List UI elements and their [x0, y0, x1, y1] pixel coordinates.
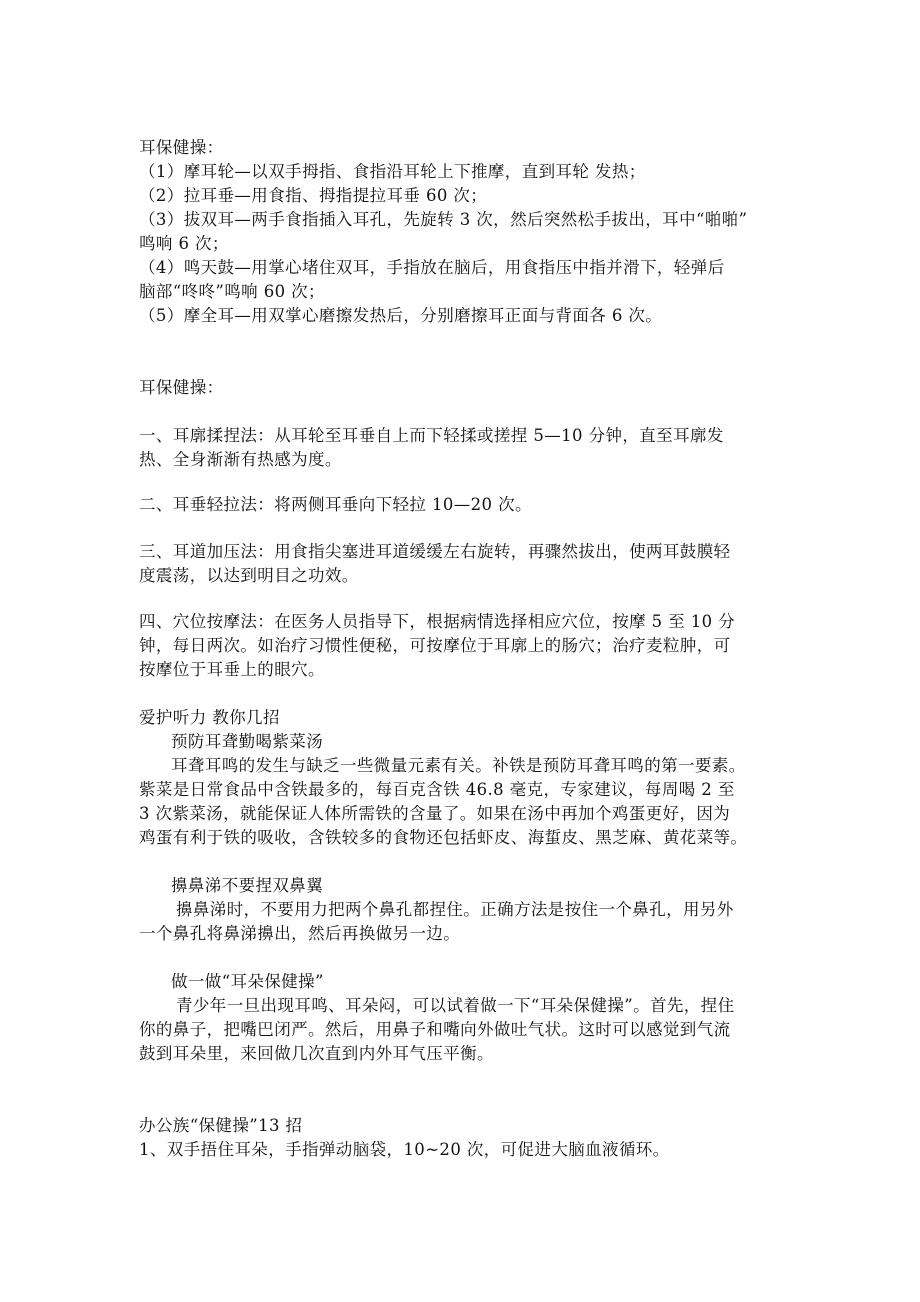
section-3-body-1-line-4: 鸡蛋有利于铁的吸收，含铁较多的食物还包括虾皮、海蜇皮、黑芝麻、黄花菜等。	[139, 828, 748, 847]
section-2-para-4-line-2: 钟，每日两次。如治疗习惯性便秘，可按摩位于耳廓上的肠穴；治疗麦粒肿，可	[139, 636, 731, 655]
section-1-item-2: （2）拉耳垂—用食指、拇指提拉耳垂 60 次；	[139, 186, 488, 205]
section-3-subtitle-2: 擤鼻涕不要捏双鼻翼	[171, 876, 324, 895]
section-3-subtitle-1: 预防耳聋勤喝紫菜汤	[171, 732, 324, 751]
section-2-title: 耳保健操：	[139, 378, 224, 397]
section-1-item-1: （1）摩耳轮—以双手拇指、食指沿耳轮上下推摩，直到耳轮 发热；	[139, 162, 646, 181]
section-3-body-3-line-2: 你的鼻子，把嘴巴闭严。然后，用鼻子和嘴向外做吐气状。这时可以感觉到气流	[139, 1020, 731, 1039]
section-3-body-3-line-3: 鼓到耳朵里，来回做几次直到内外耳气压平衡。	[139, 1044, 494, 1063]
section-2-para-2: 二、耳垂轻拉法：将两侧耳垂向下轻拉 10—20 次。	[139, 495, 532, 514]
section-2-para-3-line-1: 三、耳道加压法：用食指尖塞进耳道缓缓左右旋转，再骤然拔出，使两耳鼓膜轻	[139, 542, 731, 561]
section-2-para-4-line-1: 四、穴位按摩法：在医务人员指导下，根据病情选择相应穴位，按摩 5 至 10 分	[139, 612, 736, 631]
section-2-para-1-line-1: 一、耳廓揉捏法：从耳轮至耳垂自上而下轻揉或搓捏 5—10 分钟，直至耳廓发	[139, 426, 724, 445]
section-4-title: 办公族“保健操”13 招	[139, 1116, 303, 1135]
section-2-para-4-line-3: 按摩位于耳垂上的眼穴。	[139, 660, 325, 679]
section-2-para-1-line-2: 热、全身渐渐有热感为度。	[139, 450, 342, 469]
section-4-item-1: 1、双手捂住耳朵，手指弹动脑袋，10~20 次，可促进大脑血液循环。	[139, 1140, 670, 1159]
section-1-item-3-line-1: （3）拔双耳—两手食指插入耳孔，先旋转 3 次，然后突然松手拔出，耳中“啪啪”	[139, 210, 748, 229]
section-3-subtitle-3: 做一做“耳朵保健操”	[171, 972, 324, 991]
section-3-body-2-line-2: 一个鼻孔将鼻涕擤出，然后再换做另一边。	[139, 924, 461, 943]
section-2-para-3-line-2: 度震荡，以达到明目之功效。	[139, 566, 359, 585]
section-1-item-5: （5）摩全耳—用双掌心磨擦发热后，分别磨擦耳正面与背面各 6 次。	[139, 306, 663, 325]
section-3-body-1-line-1: 耳聋耳鸣的发生与缺乏一些微量元素有关。补铁是预防耳聋耳鸣的第一要素。	[171, 756, 746, 775]
section-1-item-4-line-2: 脑部“咚咚”鸣响 60 次；	[139, 282, 325, 301]
section-3-body-3-line-1: 青少年一旦出现耳鸣、耳朵闷，可以试着做一下“耳朵保健操”。首先，捏住	[176, 996, 735, 1015]
section-1-title: 耳保健操：	[139, 138, 224, 157]
section-3-body-1-line-3: 3 次紫菜汤，就能保证人体所需铁的含量了。如果在汤中再加个鸡蛋更好，因为	[139, 804, 731, 823]
section-1-item-3-line-2: 鸣响 6 次；	[139, 234, 229, 253]
section-3-body-2-line-1: 擤鼻涕时，不要用力把两个鼻孔都捏住。正确方法是按住一个鼻孔，用另外	[176, 900, 734, 919]
section-1-item-4-line-1: （4）鸣天鼓—用掌心堵住双耳，手指放在脑后，用食指压中指并滑下，轻弹后	[139, 258, 725, 277]
section-3-body-1-line-2: 紫菜是日常食品中含铁最多的，每百克含铁 46.8 毫克，专家建议，每周喝 2 至	[139, 780, 735, 799]
section-3-title: 爱护听力 教你几招	[139, 708, 280, 727]
